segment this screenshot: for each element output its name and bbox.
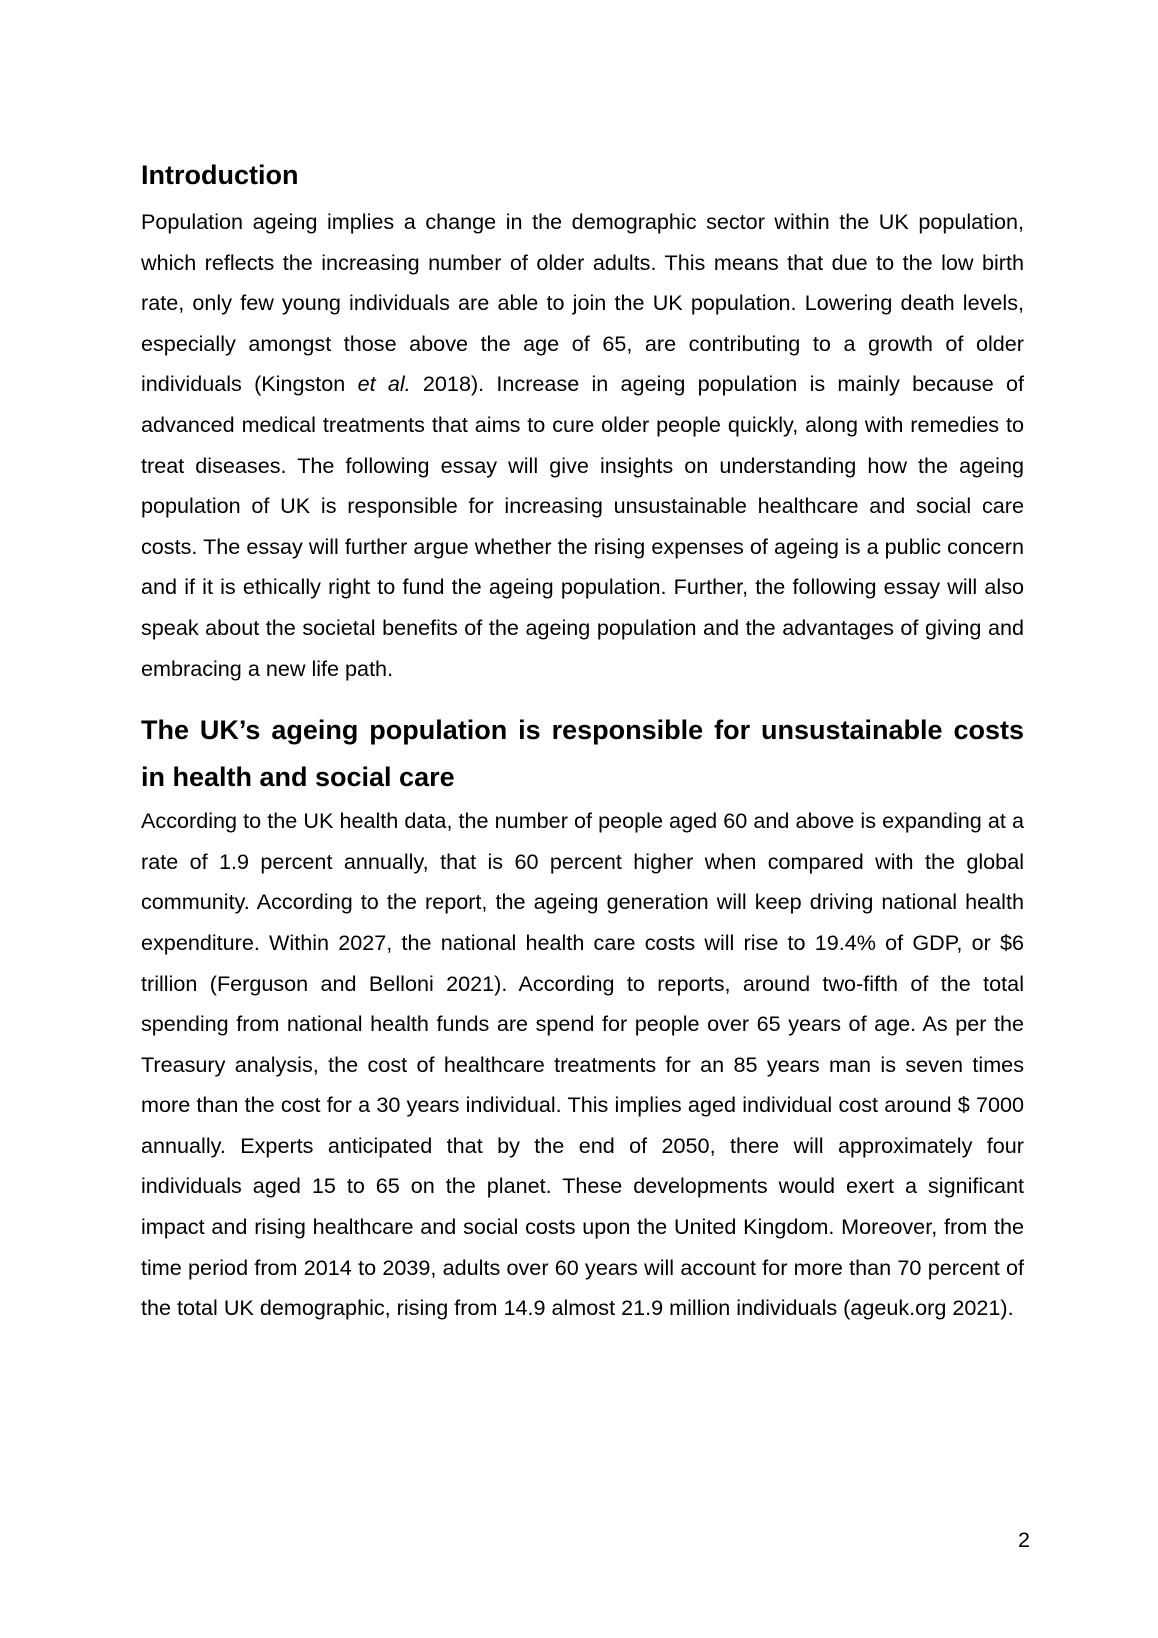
intro-text-part2: 2018). Increase in ageing population is mainly because of advanced medical treatments that aims to cure older people quickly, along with remedies to treat diseases. The following essay will give insights on understanding how the ageing population of UK is responsible for increasing unsustainable healthcare and social care costs. The essay will further argue whether the rising expenses of ageing is a public concern and if it is ethically right to fund the ageing population. Further, the following essay will also speak about the societal benefits of the ageing population and the advantages of giving and embracing a new life path. bbox=[141, 371, 1024, 681]
intro-text-part1: Population ageing implies a change in the demographic sector within the UK population, which reflects the increasing number of older adults. This means that due to the low birth rate, only few young individuals are able to join the UK population. Lowering death levels, especially amongst those above the age of 65, are contributing to a growth of older individuals (Kingston bbox=[141, 209, 1024, 397]
introduction-heading: Introduction bbox=[141, 160, 299, 190]
page-number: 2 bbox=[1017, 1527, 1030, 1552]
document-page bbox=[141, 160, 1024, 1329]
intro-citation-italic: et al. bbox=[357, 371, 411, 397]
ageing-costs-paragraph: According to the UK health data, the number of people aged 60 and above is expanding at a rate of 1.9 percent annually, that is 60 percent higher when compared with the global community. According to the report, the ageing generation will keep driving national health expenditure. Within 2027, the national health care costs will rise to 19.4% of GDP, or $6 trillion (Ferguson and Belloni 2021). According to reports, around two-fifth of the total spending from national health funds are spend for people over 65 years of age. As per the Treasury analysis, the cost of healthcare treatments for an 85 years man is seven times more than the cost for a 30 years individual. This implies aged individual cost around $ 7000 annually. Experts anticipated that by the end of 2050, there will approximately four individuals aged 15 to 65 on the planet. These developments would exert a significant impact and rising healthcare and social costs upon the United Kingdom. Moreover, from the time period from 2014 to 2039, adults over 60 years will account for more than 70 percent of the total UK demographic, rising from 14.9 almost 21.9 million individuals (ageuk.org 2021). bbox=[141, 808, 1024, 1321]
introduction-paragraph bbox=[141, 202, 1024, 689]
ageing-costs-heading: The UK’s ageing population is responsible for unsustainable costs in health and social care bbox=[141, 715, 1024, 793]
